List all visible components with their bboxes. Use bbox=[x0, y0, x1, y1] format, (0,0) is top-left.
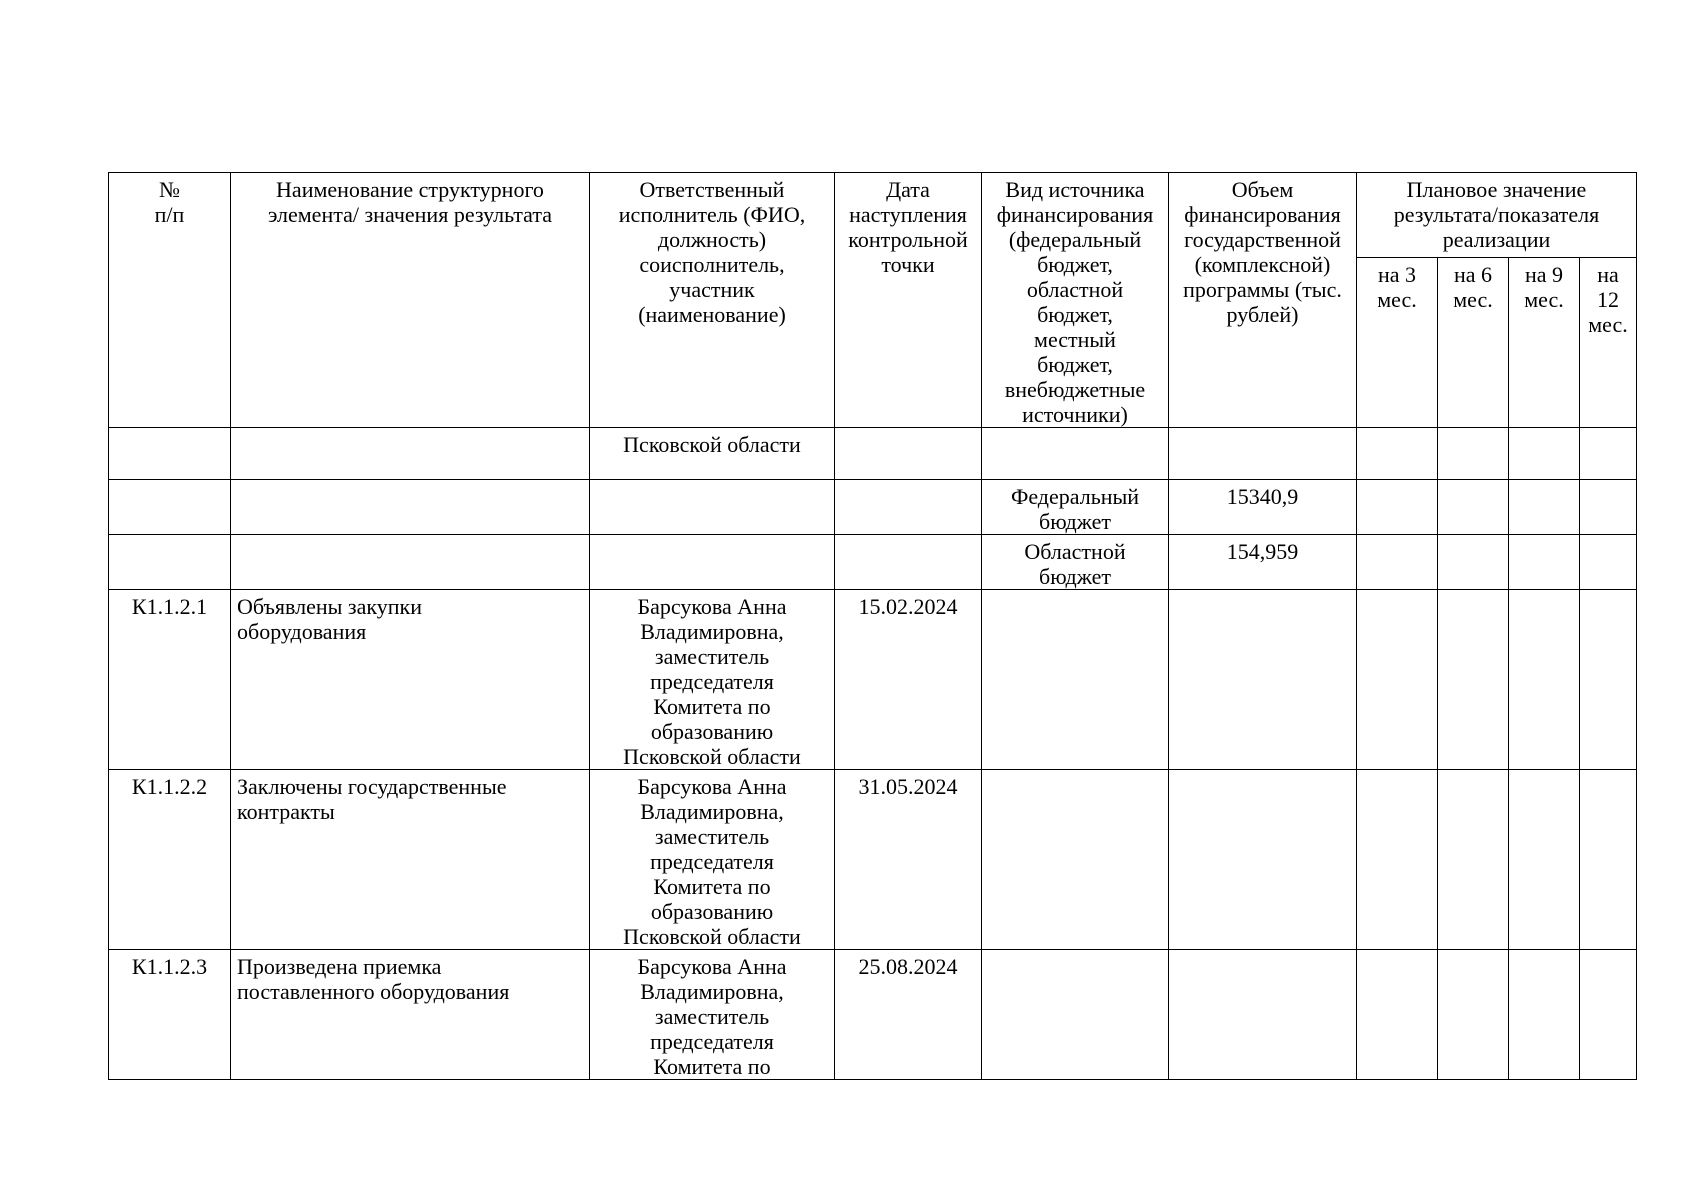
cell-name bbox=[231, 428, 590, 480]
cell-num: К1.1.2.1 bbox=[109, 590, 231, 770]
cell-6-months bbox=[1438, 770, 1509, 950]
cell-9-months bbox=[1509, 950, 1580, 1080]
cell-9-months bbox=[1509, 770, 1580, 950]
cell-6-months bbox=[1438, 428, 1509, 480]
cell-9-months bbox=[1509, 428, 1580, 480]
cell-num bbox=[109, 480, 231, 535]
cell-6-months bbox=[1438, 535, 1509, 590]
cell-name: Заключены государственные контракты bbox=[231, 770, 590, 950]
cell-12-months bbox=[1580, 770, 1637, 950]
cell-6-months bbox=[1438, 480, 1509, 535]
cell-date bbox=[835, 428, 982, 480]
header-date: Дата наступления контрольной точки bbox=[835, 173, 982, 428]
cell-3-months bbox=[1357, 428, 1438, 480]
plan-table bbox=[108, 172, 1637, 1080]
cell-source bbox=[982, 950, 1169, 1080]
cell-source bbox=[982, 590, 1169, 770]
table-row bbox=[109, 480, 1637, 535]
header-planned: Плановое значение результата/показателя реализации bbox=[1357, 173, 1637, 258]
table-row bbox=[109, 770, 1637, 950]
cell-source: Федеральный бюджет bbox=[982, 480, 1169, 535]
cell-num: К1.1.2.3 bbox=[109, 950, 231, 1080]
cell-volume bbox=[1169, 950, 1357, 1080]
cell-source bbox=[982, 428, 1169, 480]
cell-12-months bbox=[1580, 590, 1637, 770]
header-name: Наименование структурного элемента/ значения результата bbox=[231, 173, 590, 428]
cell-name bbox=[231, 535, 590, 590]
cell-date bbox=[835, 535, 982, 590]
cell-num bbox=[109, 428, 231, 480]
header-9-months: на 9 мес. bbox=[1509, 258, 1580, 428]
cell-9-months bbox=[1509, 590, 1580, 770]
cell-volume: 154,959 bbox=[1169, 535, 1357, 590]
cell-source bbox=[982, 770, 1169, 950]
cell-12-months bbox=[1580, 535, 1637, 590]
cell-volume: 15340,9 bbox=[1169, 480, 1357, 535]
cell-3-months bbox=[1357, 950, 1438, 1080]
table-row bbox=[109, 535, 1637, 590]
cell-responsible bbox=[590, 535, 835, 590]
cell-12-months bbox=[1580, 950, 1637, 1080]
cell-3-months bbox=[1357, 770, 1438, 950]
cell-responsible: Псковской области bbox=[590, 428, 835, 480]
cell-source: Областной бюджет bbox=[982, 535, 1169, 590]
cell-12-months bbox=[1580, 428, 1637, 480]
table-row bbox=[109, 590, 1637, 770]
cell-3-months bbox=[1357, 480, 1438, 535]
cell-6-months bbox=[1438, 950, 1509, 1080]
cell-volume bbox=[1169, 770, 1357, 950]
cell-name: Произведена приемка поставленного оборудования bbox=[231, 950, 590, 1080]
cell-9-months bbox=[1509, 480, 1580, 535]
cell-volume bbox=[1169, 428, 1357, 480]
cell-num: К1.1.2.2 bbox=[109, 770, 231, 950]
cell-responsible: Барсукова Анна Владимировна, заместитель председателя Комитета по образованию Псковской области bbox=[590, 770, 835, 950]
header-source: Вид источника финансирования (федеральный бюджет, областной бюджет, местный бюджет, внебюджетные источники) bbox=[982, 173, 1169, 428]
header-volume: Объем финансирования государственной (комплексной) программы (тыс. рублей) bbox=[1169, 173, 1357, 428]
cell-name bbox=[231, 480, 590, 535]
table-row bbox=[109, 950, 1637, 1080]
table-header-row bbox=[109, 173, 1637, 258]
table-row bbox=[109, 428, 1637, 480]
cell-responsible: Барсукова Анна Владимировна, заместитель председателя Комитета по bbox=[590, 950, 835, 1080]
cell-responsible: Барсукова Анна Владимировна, заместитель председателя Комитета по образованию Псковской области bbox=[590, 590, 835, 770]
cell-3-months bbox=[1357, 590, 1438, 770]
cell-date: 15.02.2024 bbox=[835, 590, 982, 770]
cell-date: 25.08.2024 bbox=[835, 950, 982, 1080]
cell-6-months bbox=[1438, 590, 1509, 770]
cell-9-months bbox=[1509, 535, 1580, 590]
header-3-months: на 3 мес. bbox=[1357, 258, 1438, 428]
cell-date: 31.05.2024 bbox=[835, 770, 982, 950]
cell-date bbox=[835, 480, 982, 535]
cell-12-months bbox=[1580, 480, 1637, 535]
header-12-months: на 12 мес. bbox=[1580, 258, 1637, 428]
cell-num bbox=[109, 535, 231, 590]
cell-volume bbox=[1169, 590, 1357, 770]
header-6-months: на 6 мес. bbox=[1438, 258, 1509, 428]
cell-responsible bbox=[590, 480, 835, 535]
header-responsible: Ответственный исполнитель (ФИО, должность) соисполнитель, участник (наименование) bbox=[590, 173, 835, 428]
header-num: № п/п bbox=[109, 173, 231, 428]
cell-3-months bbox=[1357, 535, 1438, 590]
cell-name: Объявлены закупки оборудования bbox=[231, 590, 590, 770]
